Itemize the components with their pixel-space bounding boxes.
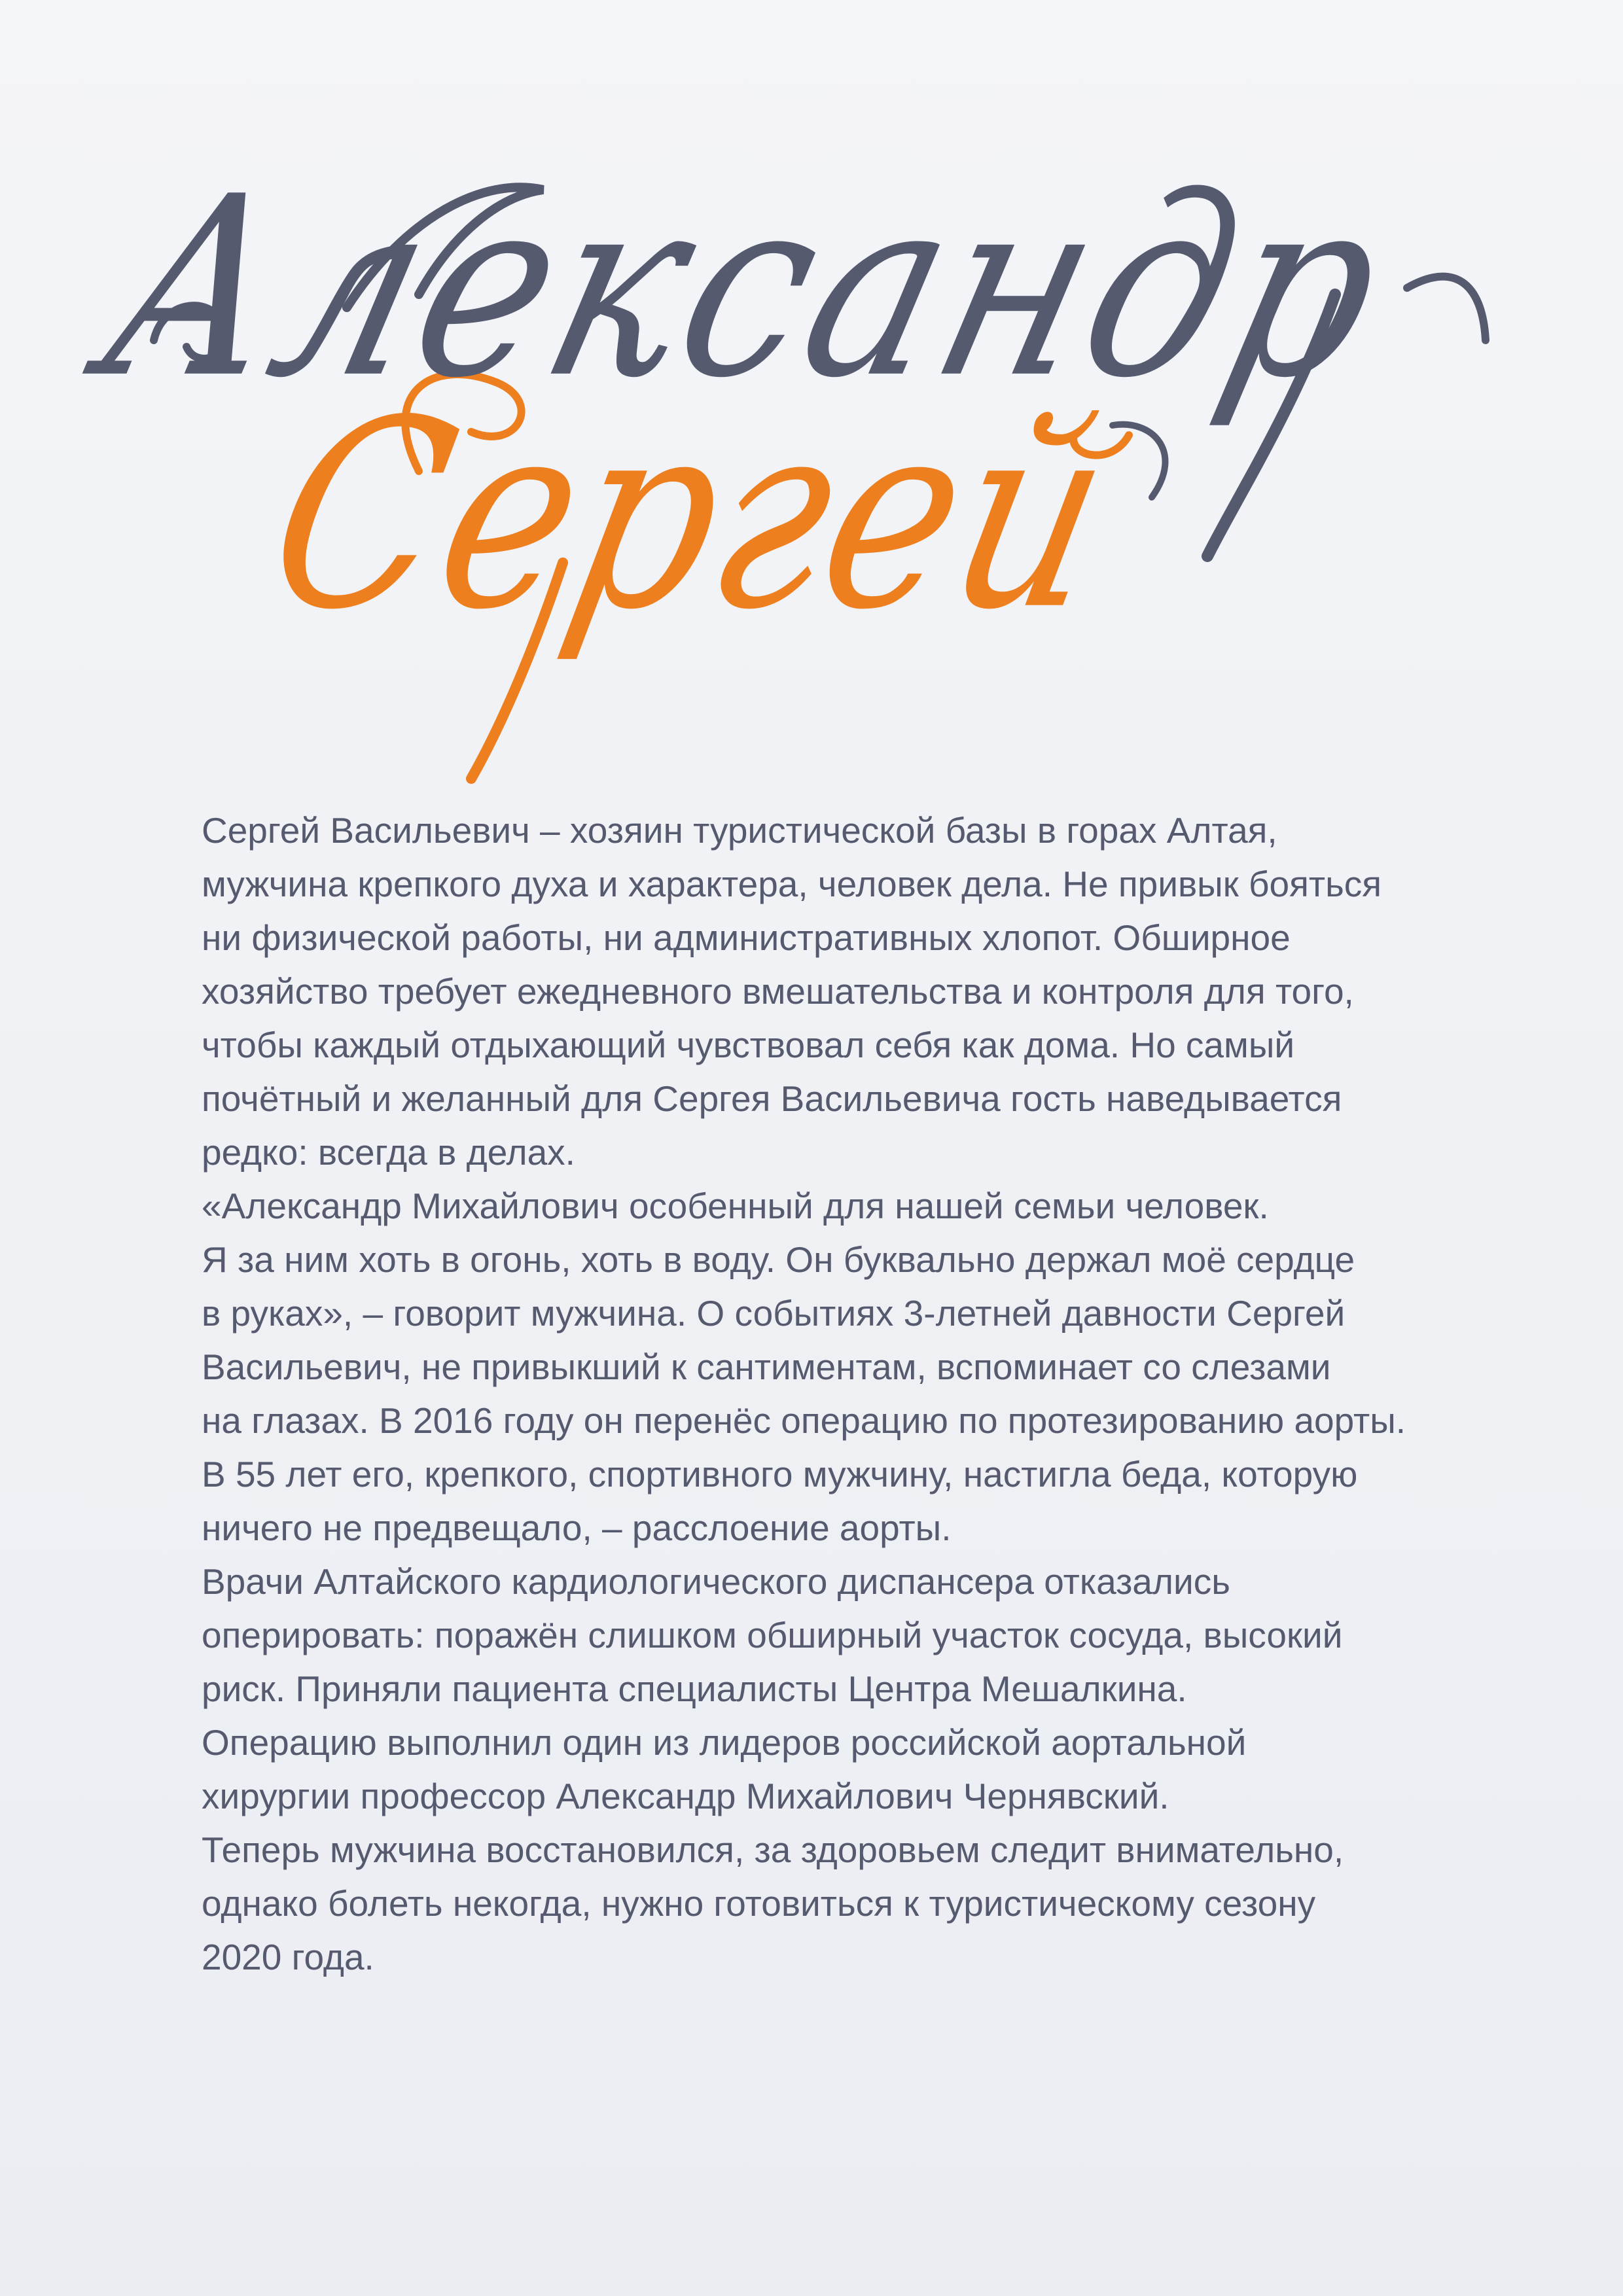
title-first-line: Александр — [80, 143, 1413, 433]
body-line: чтобы каждый отдыхающий чувствовал себя как дома. Но самый — [202, 1025, 1295, 1065]
body-line: хирургии профессор Александр Михайлович Чернявский. — [202, 1776, 1169, 1816]
body-line: Теперь мужчина восстановился, за здоровьем следит внимательно, — [202, 1829, 1344, 1870]
body-line: В 55 лет его, крепкого, спортивного мужчину, настигла беда, которую — [202, 1454, 1358, 1494]
body-line: оперировать: поражён слишком обширный участок сосуда, высокий — [202, 1615, 1343, 1655]
body-line: Я за ним хоть в огонь, хоть в воду. Он буквально держал моё сердце — [202, 1239, 1355, 1280]
body-line: 2020 года. — [202, 1937, 374, 1977]
body-line: почётный и желанный для Сергея Васильевича гость наведывается — [202, 1078, 1342, 1119]
body-line: Операцию выполнил один из лидеров российской аортальной — [202, 1722, 1247, 1763]
body-line: Васильевич, не привыкший к сантиментам, вспоминает со слезами — [202, 1347, 1331, 1387]
body-line: однако болеть некогда, нужно готовиться к туристическому сезону — [202, 1883, 1316, 1924]
body-line: мужчина крепкого духа и характера, человек дела. Не привык бояться — [202, 864, 1382, 904]
grey-breve — [1113, 425, 1165, 497]
body-line: Врачи Алтайского кардиологического диспансера отказались — [202, 1561, 1230, 1602]
body-line: на глазах. В 2016 году он перенёс операцию по протезированию аорты. — [202, 1400, 1406, 1441]
title-block — [0, 0, 1623, 811]
body-line: риск. Приняли пациента специалисты Центра Мешалкина. — [202, 1669, 1187, 1709]
body-line: в руках», – говорит мужчина. О событиях 3-летней давности Сергей — [202, 1293, 1346, 1333]
grey-end-swash — [1407, 277, 1486, 340]
body-line: Сергей Васильевич – хозяин туристической базы в горах Алтая, — [202, 810, 1277, 851]
title-second-line: Сергей — [247, 364, 1135, 667]
body-line: «Александр Михайлович особенный для нашей семьи человек. — [202, 1186, 1269, 1226]
body-line: редко: всегда в делах. — [202, 1132, 575, 1173]
body-line: ничего не предвещало, – расслоение аорты. — [202, 1508, 952, 1548]
body-line: хозяйство требует ежедневного вмешательства и контроля для того, — [202, 971, 1354, 1012]
body-line: ни физической работы, ни административных хлопот. Обширное — [202, 917, 1291, 958]
body-text — [202, 804, 1563, 1984]
